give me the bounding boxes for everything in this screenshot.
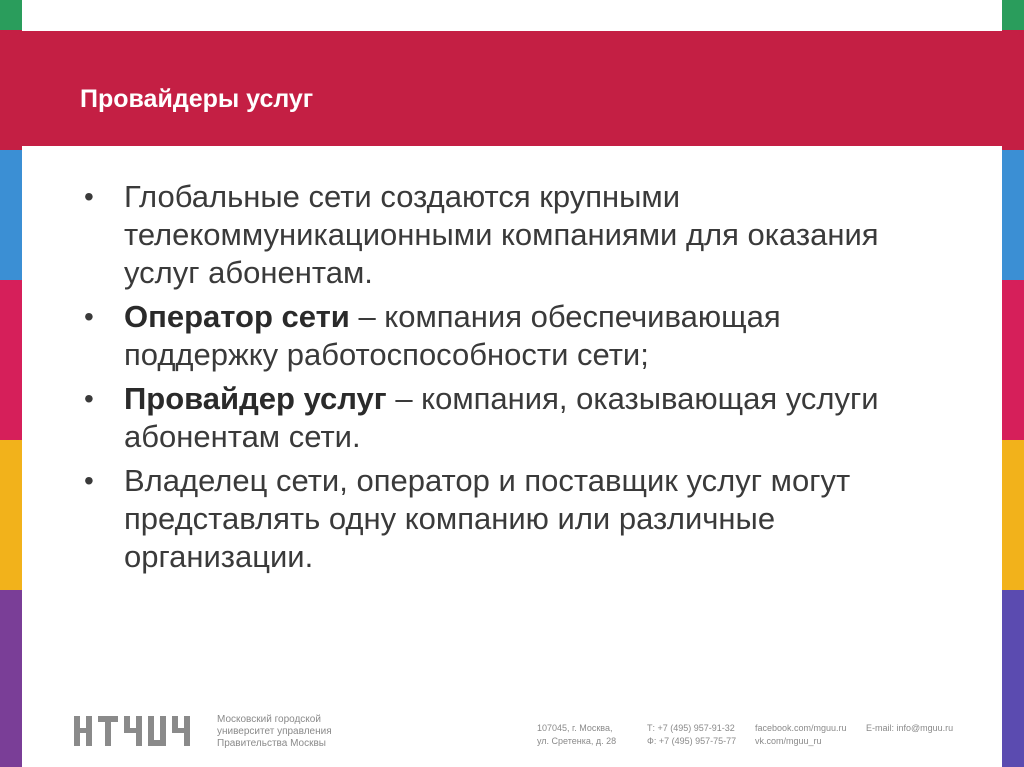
vk-link[interactable]: vk.com/mguu_ru [755, 736, 822, 746]
email-link[interactable]: E-mail: info@mguu.ru [866, 723, 954, 733]
slide [22, 0, 1002, 767]
footer-email [866, 722, 953, 735]
bullet-text: – компания обеспечивающая поддержку работоспособности сети; [124, 299, 781, 372]
university-name [217, 714, 357, 750]
bullet-text: Глобальные сети создаются крупными телекоммуникационными компаниями для оказания услуг абонентам. [124, 179, 879, 290]
bullet-dot-icon: • [84, 181, 94, 212]
bullet-item [84, 178, 904, 292]
footer-address [537, 722, 616, 748]
phone-text: Т: +7 (495) 957-91-32 [647, 723, 735, 733]
footer-social [755, 722, 847, 748]
address-line: 107045, г. Москва, [537, 723, 613, 733]
footer-phones [647, 722, 736, 748]
bullet-list [84, 178, 904, 582]
bullet-text: Владелец сети, оператор и поставщик услуг могут представлять одну компанию или различные организации. [124, 463, 851, 574]
facebook-link[interactable]: facebook.com/mguu.ru [755, 723, 847, 733]
bullet-item [84, 380, 904, 456]
footer [22, 700, 1002, 760]
university-name-line: Правительства Москвы [217, 738, 326, 749]
slide-title: Провайдеры услуг [80, 85, 314, 113]
bullet-text: – компания, оказывающая услуги абонентам сети. [124, 381, 879, 454]
bullet-dot-icon: • [84, 301, 94, 332]
bullet-item [84, 462, 904, 576]
university-name-line: университет управления [217, 726, 332, 737]
university-name-line: Московский городской [217, 714, 321, 725]
left-color-strip [0, 0, 22, 767]
bullet-dot-icon: • [84, 465, 94, 496]
bullet-term: Оператор сети [124, 299, 350, 334]
title-bar [22, 31, 1002, 146]
bullet-term: Провайдер услуг [124, 381, 387, 416]
fax-text: Ф: +7 (495) 957-75-77 [647, 736, 737, 746]
bullet-dot-icon: • [84, 383, 94, 414]
address-line: ул. Сретенка, д. 28 [537, 736, 617, 746]
university-logo-icon [72, 714, 212, 748]
bullet-item [84, 298, 904, 374]
right-color-strip [1002, 0, 1024, 767]
